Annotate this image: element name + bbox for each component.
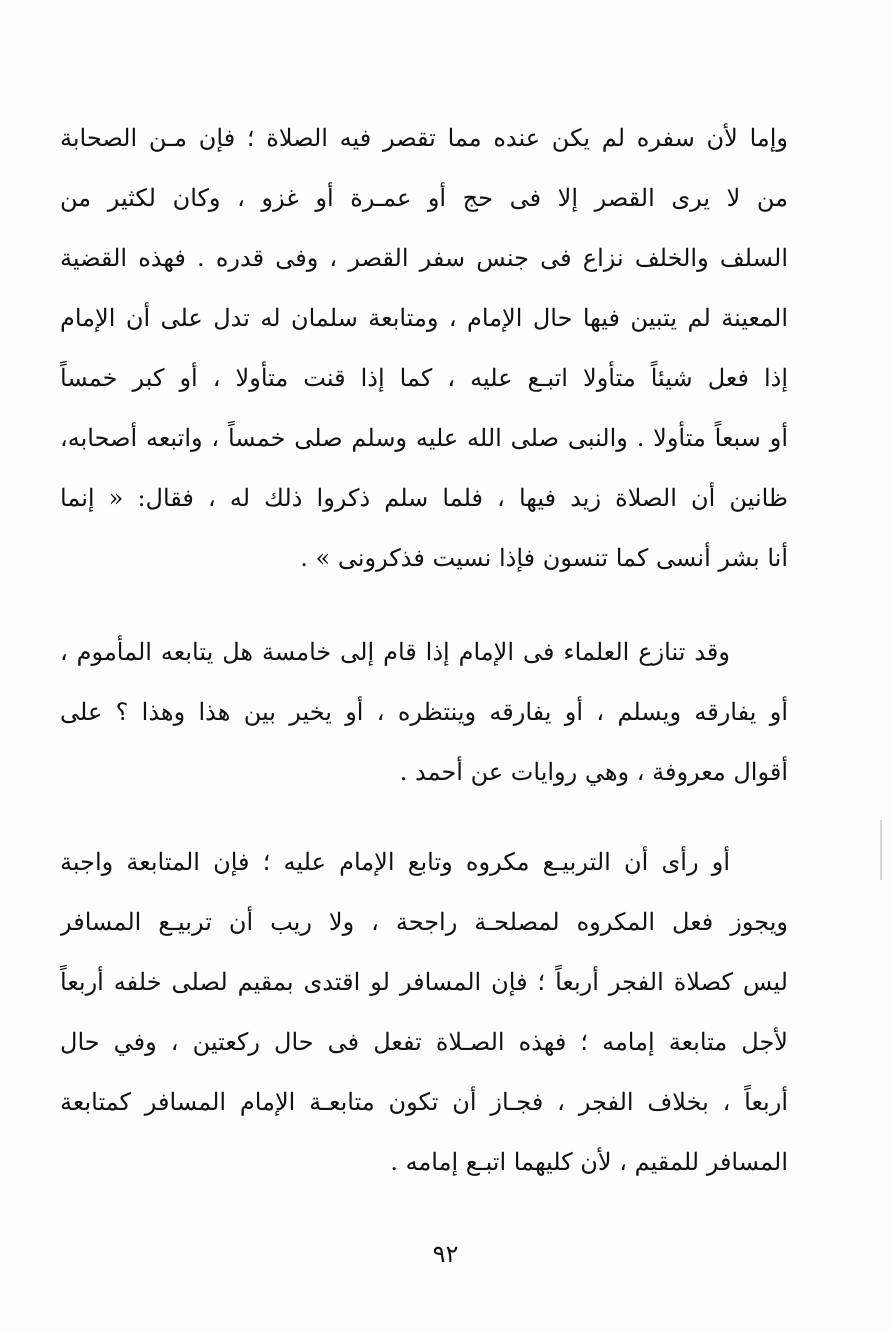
- text-line: وإما لأن سفره لم يكن عنده مما تقصر فيه الصلاة ؛ فإن مـن الصحابة: [60, 124, 788, 152]
- text-line: إذا فعل شيئاً متأولا اتبـع عليه ، كما إذا قنت متأولا ، أو كبر خمساً: [60, 364, 788, 392]
- text-line: لأجل متابعة إمامه ؛ فهذه الصـلاة تفعل فى حال ركعتين ، وفي حال: [60, 1028, 788, 1056]
- text-line: أقوال معروفة ، وهي روايات عن أحمد .: [399, 758, 788, 786]
- text-line: أو رأى أن التربيـع مكروه وتابع الإمام عليه ؛ فإن المتابعة واجبة: [60, 848, 730, 876]
- page-number: ٩٢: [432, 1240, 459, 1268]
- text-line: أو يفارقه ويسلم ، أو يفارقه وينتظره ، أو يخير بين هذا وهذا ؟ على: [60, 698, 788, 726]
- text-line: وقد تنازع العلماء فى الإمام إذا قام إلى خامسة هل يتابعه المأموم ،: [60, 638, 730, 666]
- text-line: أنا بشر أنسى كما تنسون فإذا نسيت فذكرونى » .: [300, 544, 788, 572]
- text-line: ظانين أن الصلاة زيد فيها ، فلما سلم ذكروا ذلك له ، فقال: « إنما: [60, 484, 788, 512]
- text-line: من لا يرى القصر إلا فى حج أو عمـرة أو غزو ، وكان لكثير من: [60, 184, 788, 212]
- scan-edge-mark: [880, 820, 882, 880]
- text-line: المسافر للمقيم ، لأن كليهما اتبـع إمامه .: [390, 1148, 788, 1176]
- text-line: المعينة لم يتبين فيها حال الإمام ، ومتابعة سلمان له تدل على أن الإمام: [60, 304, 788, 332]
- text-line: أو سبعاً متأولا . والنبى صلى الله عليه وسلم صلى خمساً ، واتبعه أصحابه،: [60, 424, 788, 452]
- text-line: السلف والخلف نزاع فى جنس سفر القصر ، وفى قدره . فهذه القضية: [60, 244, 788, 272]
- text-line: ليس كصلاة الفجر أربعاً ؛ فإن المسافر لو اقتدى بمقيم لصلى خلفه أربعاً: [60, 968, 788, 996]
- text-line: أربعاً ، بخلاف الفجر ، فجـاز أن تكون متابعـة الإمام المسافر كمتابعة: [60, 1088, 788, 1116]
- text-line: ويجوز فعل المكروه لمصلحـة راجحة ، ولا ريب أن تربيـع المسافر: [60, 908, 788, 936]
- paragraph-2: [60, 622, 788, 802]
- paragraph-3: [60, 832, 788, 1192]
- paragraph-1: [60, 108, 788, 588]
